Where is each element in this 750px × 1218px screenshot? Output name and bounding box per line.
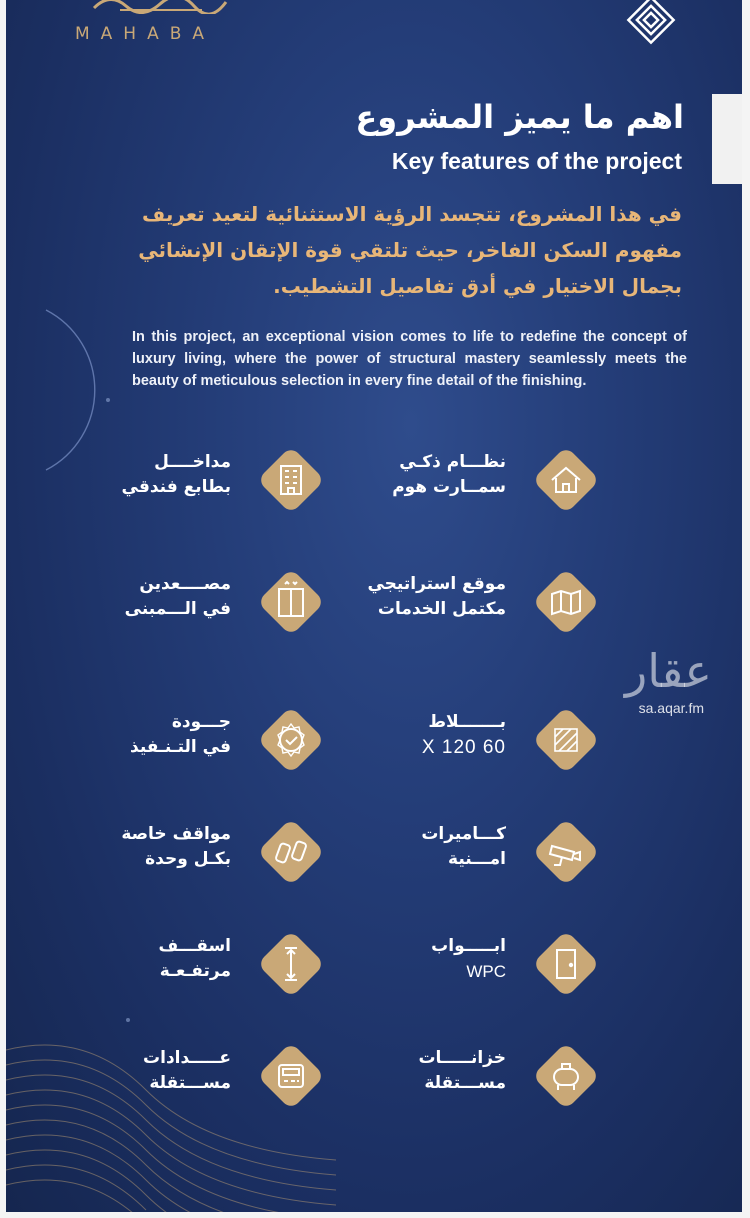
brand-name: MAHABA (74, 24, 215, 44)
feature-security-cameras (306, 812, 606, 892)
feature-strategic-location (306, 562, 606, 642)
feature-line2: بكـل وحدة (145, 849, 231, 869)
feature-doors (306, 924, 606, 1004)
feature-line2: مســـتقلة (424, 1073, 506, 1093)
smart-home-icon (526, 440, 606, 520)
feature-water-tanks (306, 1036, 606, 1116)
feature-line2: 60 X 120 (421, 737, 506, 758)
feature-elevators (31, 562, 331, 642)
aqar-watermark (602, 644, 732, 724)
developer-logo-icon (626, 0, 676, 48)
feature-line1: موقع استراتيجي (367, 574, 506, 594)
feature-line2: في الـــمبنى (124, 599, 231, 619)
feature-line1: مداخــــل (154, 452, 231, 472)
security-camera-icon (526, 812, 606, 892)
tiles-icon (526, 700, 606, 780)
title-english: Key features of the project (391, 148, 682, 174)
feature-private-parking (31, 812, 331, 892)
ceiling-height-icon (251, 924, 331, 1004)
feature-line1: مواقف خاصة (121, 824, 231, 844)
accent-bar (712, 94, 742, 184)
feature-line1: بـــــــلاط (428, 712, 506, 732)
feature-line2: مرتفـعـة (159, 961, 231, 981)
feature-line2: بطابع فندقي (121, 477, 231, 497)
parking-cars-icon (251, 812, 331, 892)
feature-line1: مصــــعدين (139, 574, 231, 594)
water-tank-icon (526, 1036, 606, 1116)
watermark-text: عقار (625, 644, 712, 698)
feature-meters (31, 1036, 331, 1116)
hotel-building-icon (251, 440, 331, 520)
elevator-icon (251, 562, 331, 642)
quality-seal-icon (251, 700, 331, 780)
feature-line2: امـــنية (448, 849, 506, 869)
feature-line1: اسقـــف (158, 936, 231, 956)
feature-line1: خزانـــــات (418, 1048, 506, 1068)
feature-hotel-entrances (31, 440, 331, 520)
feature-line2: مكتمل الخدمات (377, 599, 506, 619)
feature-line1: جـــودة (171, 712, 231, 732)
feature-line2: سمــارت هوم (392, 477, 506, 497)
intro-arabic: في هذا المشروع، تتجسد الرؤية الاستثنائية لتعيد تعريف مفهوم السكن الفاخر، حيث تلتقي قوة الإتقان الإنشائي بجمال الاختيار في أدق تفاصيل التشطيب. (138, 202, 682, 298)
watermark-url: sa.aqar.fm (638, 700, 704, 716)
intro-english: In this project, an exceptional vision comes to life to redefine the concept of luxury living, where the power of structural mastery seamlessly meets the beauty of meticulous selection in every fine detail of the finishing. (132, 329, 687, 389)
brand-script-mark (90, 0, 230, 14)
feature-line1: ابـــــواب (431, 936, 506, 956)
feature-tiles (306, 700, 606, 780)
feature-line2: في التـنـفيذ (130, 737, 231, 757)
location-map-icon (526, 562, 606, 642)
feature-line1: كـــاميرات (421, 824, 506, 844)
feature-line2: مســـتقلة (149, 1073, 231, 1093)
feature-quality (31, 700, 331, 780)
decor-dot (106, 398, 110, 402)
feature-smart-home (306, 440, 606, 520)
feature-line1: عـــــدادات (143, 1048, 231, 1068)
feature-high-ceilings (31, 924, 331, 1004)
flyer (6, 0, 742, 1212)
door-icon (526, 924, 606, 1004)
title-arabic: اهم ما يميز المشروع (355, 98, 684, 136)
meter-icon (251, 1036, 331, 1116)
feature-line2: WPC (466, 962, 506, 981)
feature-line1: نظـــام ذكـي (399, 452, 506, 472)
mahaba-logo (30, 0, 260, 48)
decor-dot (126, 1018, 130, 1022)
